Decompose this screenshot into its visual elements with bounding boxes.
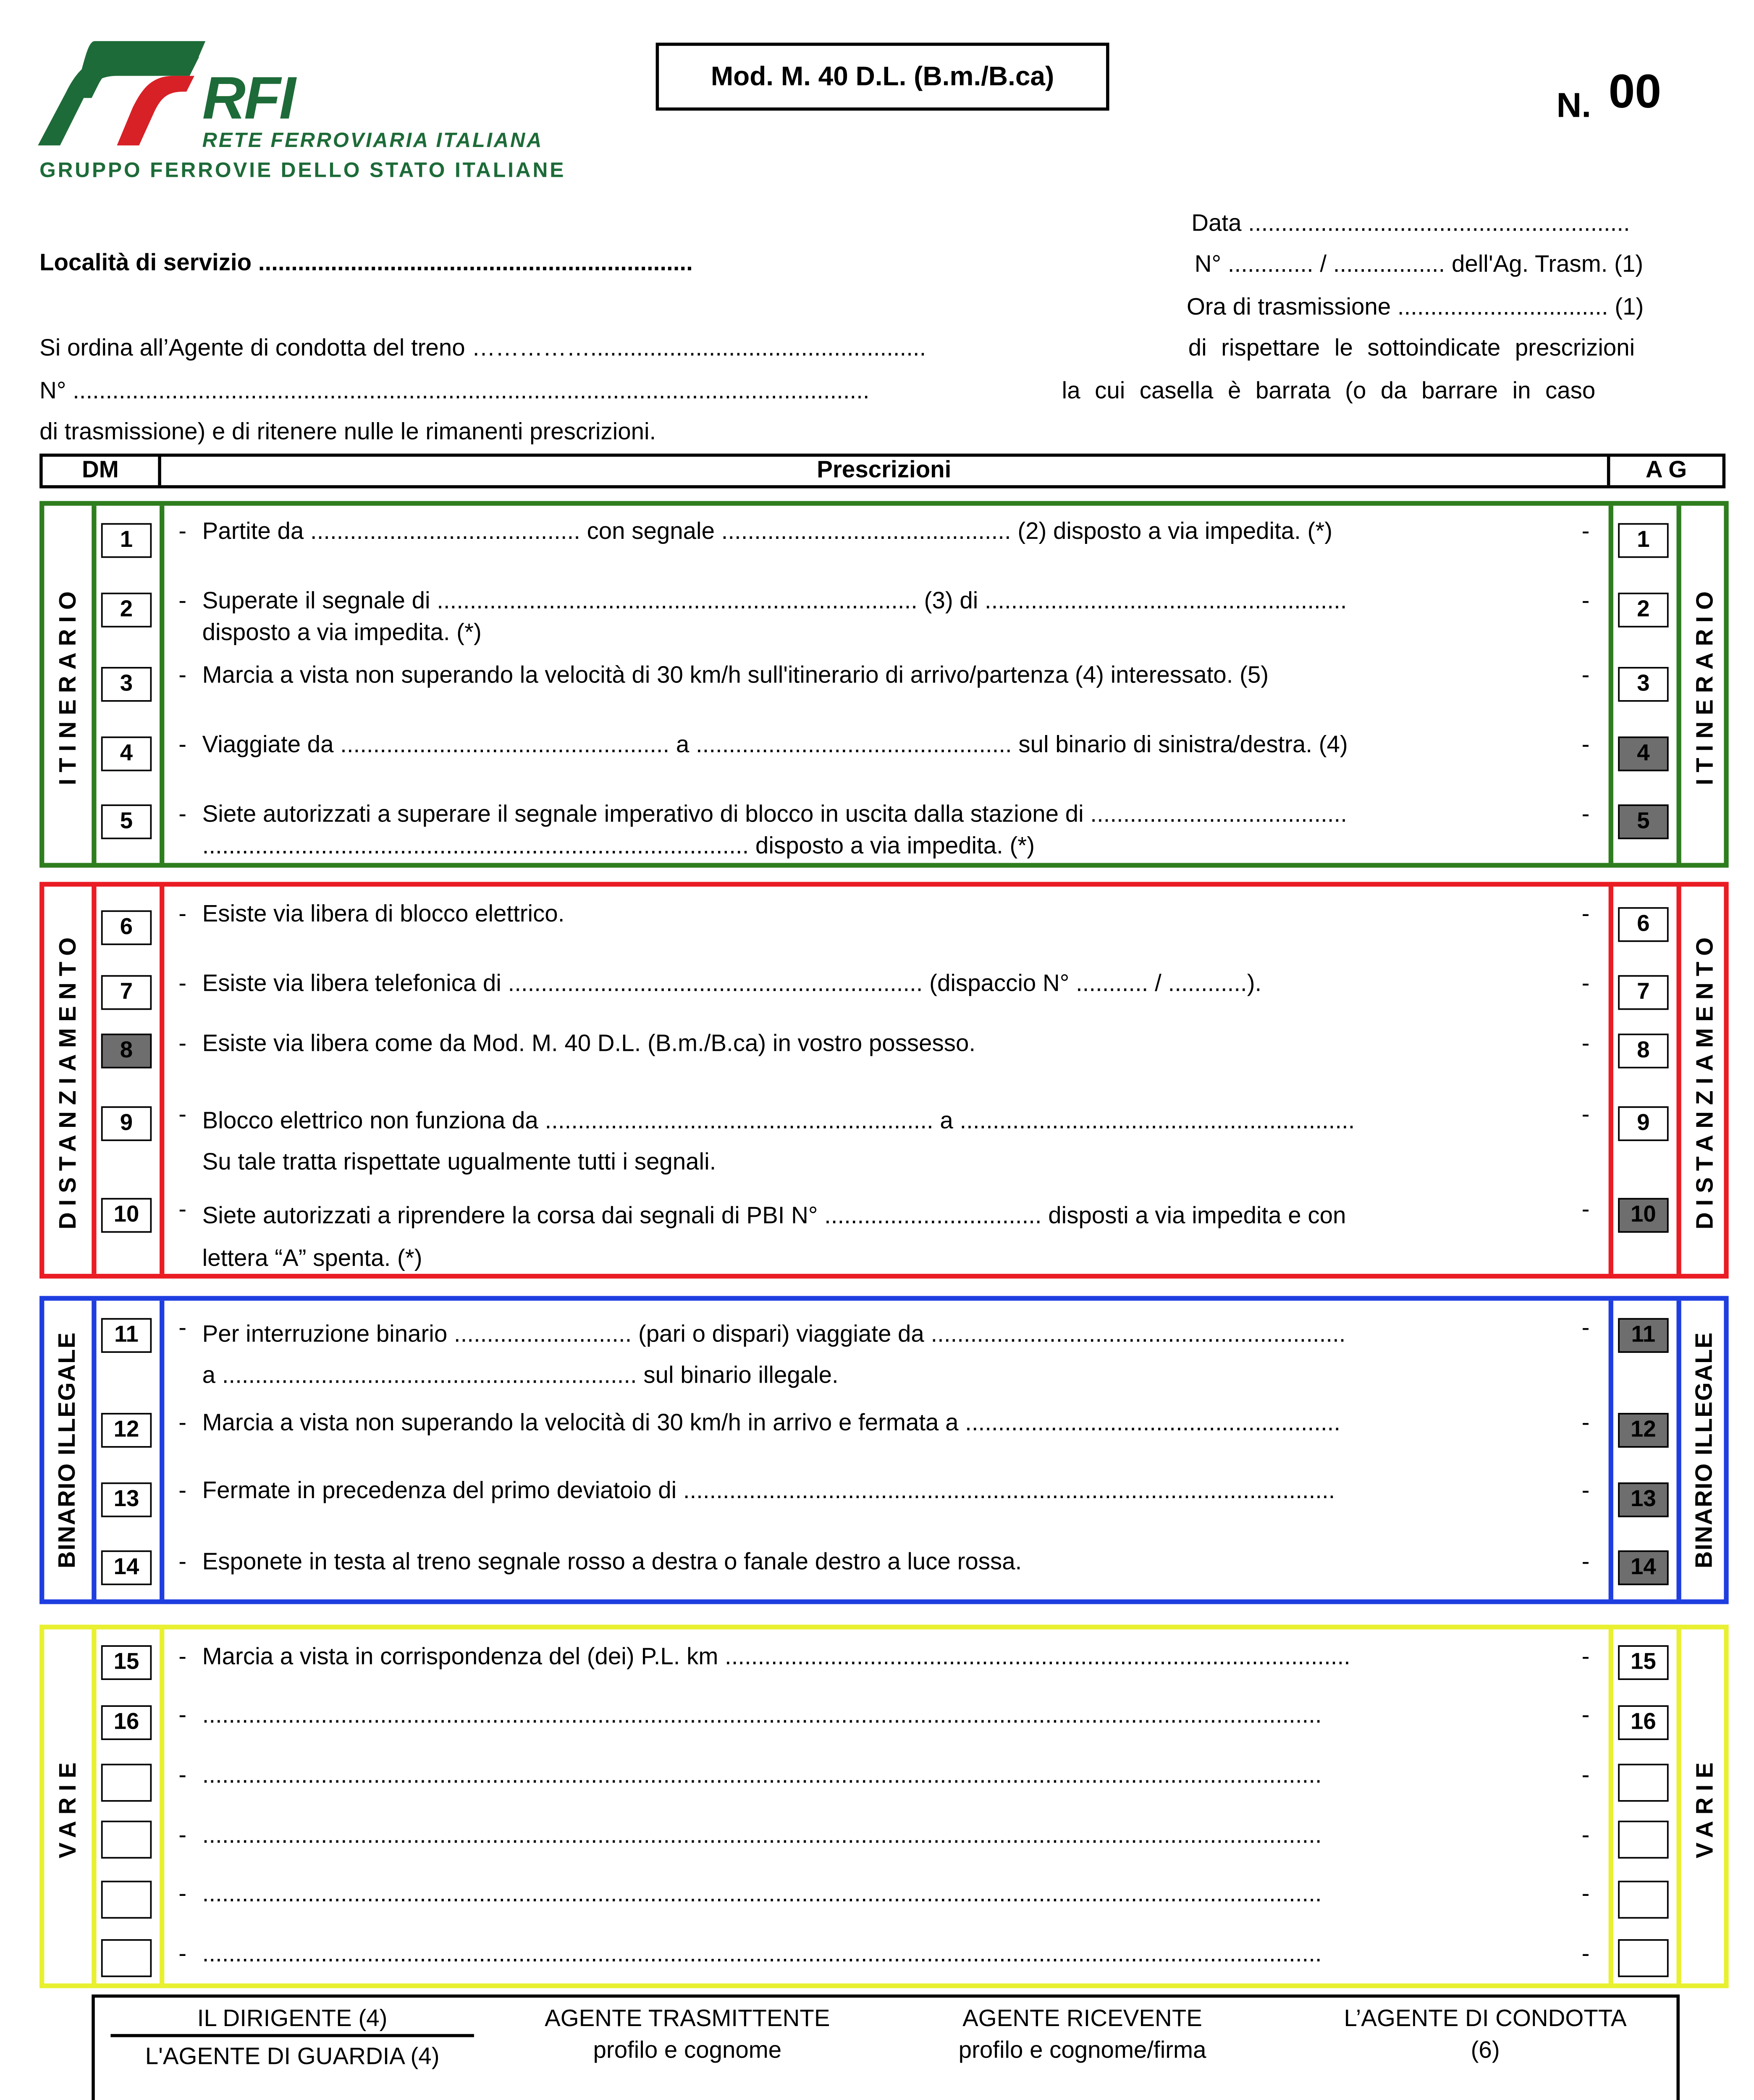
row-dash: - — [178, 1643, 187, 1671]
row-dash: - — [1581, 518, 1590, 546]
dm-checkbox[interactable] — [101, 1764, 152, 1801]
logo-brand: RFI — [202, 66, 294, 133]
dm-checkbox[interactable] — [101, 1821, 152, 1858]
section-label-left: BINARIO ILLEGALE — [54, 1331, 81, 1569]
row-8-text: Esiste via libera come da Mod. M. 40 D.L. (B.m./B.ca) in vostro possesso. — [202, 1030, 976, 1058]
ag-checkbox[interactable]: 13 — [1618, 1483, 1668, 1517]
ag-checkbox[interactable] — [1618, 1881, 1668, 1919]
order-line3: di trasmissione) e di ritenere nulle le rimanenti prescrizioni. — [39, 419, 656, 446]
dm-checkbox[interactable]: 13 — [101, 1483, 152, 1517]
ag-checkbox[interactable]: 5 — [1618, 804, 1668, 839]
table-header — [39, 454, 1725, 488]
dm-checkbox[interactable]: 3 — [101, 667, 152, 702]
section-label-left: DISTANZIAMENTO — [54, 931, 81, 1230]
ag-checkbox[interactable]: 15 — [1618, 1645, 1668, 1680]
blank-line[interactable]: .......................................................................................................................................................................... — [202, 1762, 1322, 1789]
dm-checkbox[interactable]: 15 — [101, 1645, 152, 1680]
row-2-text-cont: disposto a via impedita. (*) — [202, 620, 482, 647]
section-varie — [39, 1625, 1729, 1988]
row-dash: - — [178, 1196, 187, 1223]
row-12-text: Marcia a vista non superando la velocità di 30 km/h in arrivo e fermata a ......................................................... — [202, 1410, 1341, 1437]
signature-table — [92, 1995, 1680, 2100]
row-dash: - — [1581, 900, 1590, 928]
logo-line1: RETE FERROVIARIA ITALIANA — [202, 128, 543, 152]
ag-checkbox[interactable]: 16 — [1618, 1705, 1668, 1740]
ag-checkbox[interactable]: 3 — [1618, 667, 1668, 702]
row-dash: - — [178, 801, 187, 828]
dm-checkbox[interactable]: 11 — [101, 1318, 152, 1353]
dm-checkbox[interactable] — [101, 1881, 152, 1919]
dm-checkbox[interactable]: 1 — [101, 523, 152, 558]
row-7-text: Esiste via libera telefonica di ............................................................... (dispaccio N° ........... / ............). — [202, 970, 1262, 998]
dm-checkbox[interactable]: 2 — [101, 593, 152, 627]
ag-checkbox[interactable]: 8 — [1618, 1034, 1668, 1068]
row-10-text: Siete autorizzati a riprendere la corsa dai segnali di PBI N° ................................. disposti a via impedita e con — [202, 1202, 1346, 1230]
section-label-right: DISTANZIAMENTO — [1691, 931, 1719, 1230]
dm-checkbox[interactable]: 8 — [101, 1034, 152, 1068]
row-dash: - — [1581, 1030, 1590, 1058]
row-dash: - — [178, 518, 187, 546]
ag-checkbox[interactable]: 9 — [1618, 1106, 1668, 1141]
dm-checkbox[interactable]: 5 — [101, 804, 152, 839]
row-dash: - — [1581, 970, 1590, 998]
row-dash: - — [1581, 1478, 1590, 1505]
row-dash: - — [178, 1030, 187, 1058]
dm-checkbox[interactable]: 14 — [101, 1550, 152, 1585]
row-dash: - — [1581, 1549, 1590, 1576]
row-dash: - — [1581, 1822, 1590, 1849]
condotta-label: L’AGENTE DI CONDOTTA — [1344, 2006, 1627, 2033]
row-16-text[interactable]: .......................................................................................................................................................................... — [202, 1702, 1322, 1729]
row-dash: - — [178, 1940, 187, 1968]
row-11-text: Per interruzione binario ........................... (pari o dispari) viaggiate da ............................................................... — [202, 1321, 1346, 1348]
row-dash: - — [178, 1315, 187, 1342]
row-3-text: Marcia a vista non superando la velocità di 30 km/h sull'itinerario di arrivo/partenza (4) interessato. (5) — [202, 662, 1269, 689]
section-label-left: VARIE — [54, 1755, 81, 1858]
transmission-time-field[interactable]: Ora di trasmissione ................................ (1) — [1186, 294, 1644, 321]
logo-line2: GRUPPO FERROVIE DELLO STATO ITALIANE — [39, 158, 566, 182]
row-6-text: Esiste via libera di blocco elettrico. — [202, 900, 565, 928]
dm-checkbox[interactable]: 4 — [101, 737, 152, 772]
row-9-text-cont: Su tale tratta rispettate ugualmente tutti i segnali. — [202, 1149, 716, 1176]
condotta-sub: (6) — [1471, 2037, 1500, 2064]
row-dash: - — [1581, 1880, 1590, 1908]
ag-checkbox[interactable]: 10 — [1618, 1198, 1668, 1233]
row-dash: - — [178, 662, 187, 689]
dirigente-label: IL DIRIGENTE (4) — [197, 2006, 388, 2033]
header-prescrizioni: Prescrizioni — [817, 457, 952, 484]
blank-line[interactable]: .......................................................................................................................................................................... — [202, 1822, 1322, 1849]
row-dash: - — [178, 1478, 187, 1505]
row-5-text-cont: ................................................................................... disposto a via impedita. (*) — [202, 833, 1035, 860]
section-label-left: ITINERARIO — [54, 584, 81, 785]
row-dash: - — [1581, 662, 1590, 689]
ag-checkbox[interactable] — [1618, 1764, 1668, 1801]
row-1-text: Partite da ......................................... con segnale ............................................ (2) disposto a via impedita. (*) — [202, 518, 1333, 546]
header-ag: A G — [1645, 457, 1687, 484]
row-dash: - — [1581, 1702, 1590, 1729]
ag-checkbox[interactable] — [1618, 1821, 1668, 1858]
row-dash: - — [1581, 1643, 1590, 1671]
row-14-text: Esponete in testa al treno segnale rosso a destra o fanale destro a luce rossa. — [202, 1549, 1022, 1576]
row-dash: - — [1581, 1196, 1590, 1223]
order-line2-left[interactable]: N° ......................................................................................................................... — [39, 378, 870, 405]
row-dash: - — [1581, 732, 1590, 759]
dm-checkbox[interactable]: 7 — [101, 975, 152, 1010]
row-2-text: Superate il segnale di ......................................................................... (3) di ....................................................... — [202, 588, 1347, 615]
row-dash: - — [1581, 1762, 1590, 1789]
ag-checkbox[interactable]: 12 — [1618, 1413, 1668, 1448]
ag-checkbox[interactable]: 7 — [1618, 975, 1668, 1010]
fs-logo-icon — [35, 38, 209, 148]
ricevente-sub: profilo e cognome/firma — [958, 2037, 1206, 2064]
date-field[interactable]: Data .......................................................... — [1191, 210, 1630, 237]
dm-checkbox[interactable]: 6 — [101, 910, 152, 945]
ag-checkbox[interactable]: 2 — [1618, 593, 1668, 627]
row-dash: - — [1581, 588, 1590, 615]
row-15-text: Marcia a vista in corrispondenza del (dei) P.L. km ............................................................................................... — [202, 1643, 1350, 1671]
row-dash: - — [178, 1822, 187, 1849]
order-line2-right: la cui casella è barrata (o da barrare in caso — [1062, 378, 1596, 405]
row-5-text: Siete autorizzati a superare il segnale imperativo di blocco in uscita dalla stazione di ....................................... — [202, 801, 1347, 828]
row-4-text: Viaggiate da .................................................. a ................................................ sul binario di sinistra/destra. (4) — [202, 732, 1348, 759]
row-dash: - — [1581, 1315, 1590, 1342]
ricevente-label: AGENTE RICEVENTE — [962, 2006, 1202, 2033]
dm-checkbox[interactable]: 10 — [101, 1198, 152, 1233]
ag-checkbox[interactable] — [1618, 1939, 1668, 1977]
row-dash: - — [178, 1549, 187, 1576]
dm-checkbox[interactable]: 12 — [101, 1413, 152, 1448]
trasmittente-label: AGENTE TRASMITTENTE — [545, 2006, 830, 2033]
ag-checkbox[interactable]: 6 — [1618, 907, 1668, 942]
row-dash: - — [1581, 1410, 1590, 1437]
row-dash: - — [178, 1702, 187, 1729]
trasmittente-sub: profilo e cognome — [593, 2037, 782, 2064]
row-dash: - — [178, 1880, 187, 1908]
row-13-text: Fermate in precedenza del primo deviatoio di ................................................................................................... — [202, 1478, 1335, 1505]
row-dash: - — [178, 1762, 187, 1789]
order-line1-left[interactable]: Si ordina all’Agente di condotta del treno ……………................................................... — [39, 335, 926, 362]
ag-checkbox[interactable]: 11 — [1618, 1318, 1668, 1353]
row-dash: - — [178, 1410, 187, 1437]
blank-line[interactable]: .......................................................................................................................................................................... — [202, 1940, 1322, 1968]
row-11-text-cont: a ............................................................... sul binario illegale. — [202, 1362, 839, 1389]
row-dash: - — [1581, 1101, 1590, 1129]
row-dash: - — [178, 732, 187, 759]
dm-checkbox[interactable]: 9 — [101, 1106, 152, 1141]
row-dash: - — [1581, 1940, 1590, 1968]
service-location-field[interactable]: Località di servizio .................................................................. — [39, 249, 693, 277]
ag-checkbox[interactable]: 1 — [1618, 523, 1668, 558]
guardia-label: L'AGENTE DI GUARDIA (4) — [145, 2043, 440, 2071]
row-9-text: Blocco elettrico non funziona da ........................................................... a ............................................................ — [202, 1108, 1355, 1135]
number-label: N. — [1556, 85, 1591, 125]
transmission-number-field[interactable]: N° ............. / ................. dell'Ag. Trasm. (1) — [1194, 251, 1644, 278]
section-label-right: VARIE — [1691, 1755, 1719, 1858]
header-dm: DM — [82, 457, 119, 484]
row-dash: - — [178, 970, 187, 998]
section-label-right: ITINERARIO — [1691, 584, 1719, 785]
number-value: 00 — [1608, 66, 1662, 119]
model-title: Mod. M. 40 D.L. (B.m./B.ca) — [656, 43, 1109, 111]
row-dash: - — [178, 900, 187, 928]
row-dash: - — [178, 588, 187, 615]
row-dash: - — [1581, 801, 1590, 828]
row-dash: - — [178, 1101, 187, 1129]
order-line1-right: di rispettare le sottoindicate prescrizioni — [1188, 335, 1635, 362]
ag-checkbox[interactable]: 14 — [1618, 1550, 1668, 1585]
dm-checkbox[interactable] — [101, 1939, 152, 1977]
blank-line[interactable]: .......................................................................................................................................................................... — [202, 1880, 1322, 1908]
ag-checkbox[interactable]: 4 — [1618, 737, 1668, 772]
row-10-text-cont: lettera “A” spenta. (*) — [202, 1245, 422, 1273]
section-label-right: BINARIO ILLEGALE — [1691, 1331, 1719, 1569]
dm-checkbox[interactable]: 16 — [101, 1705, 152, 1740]
